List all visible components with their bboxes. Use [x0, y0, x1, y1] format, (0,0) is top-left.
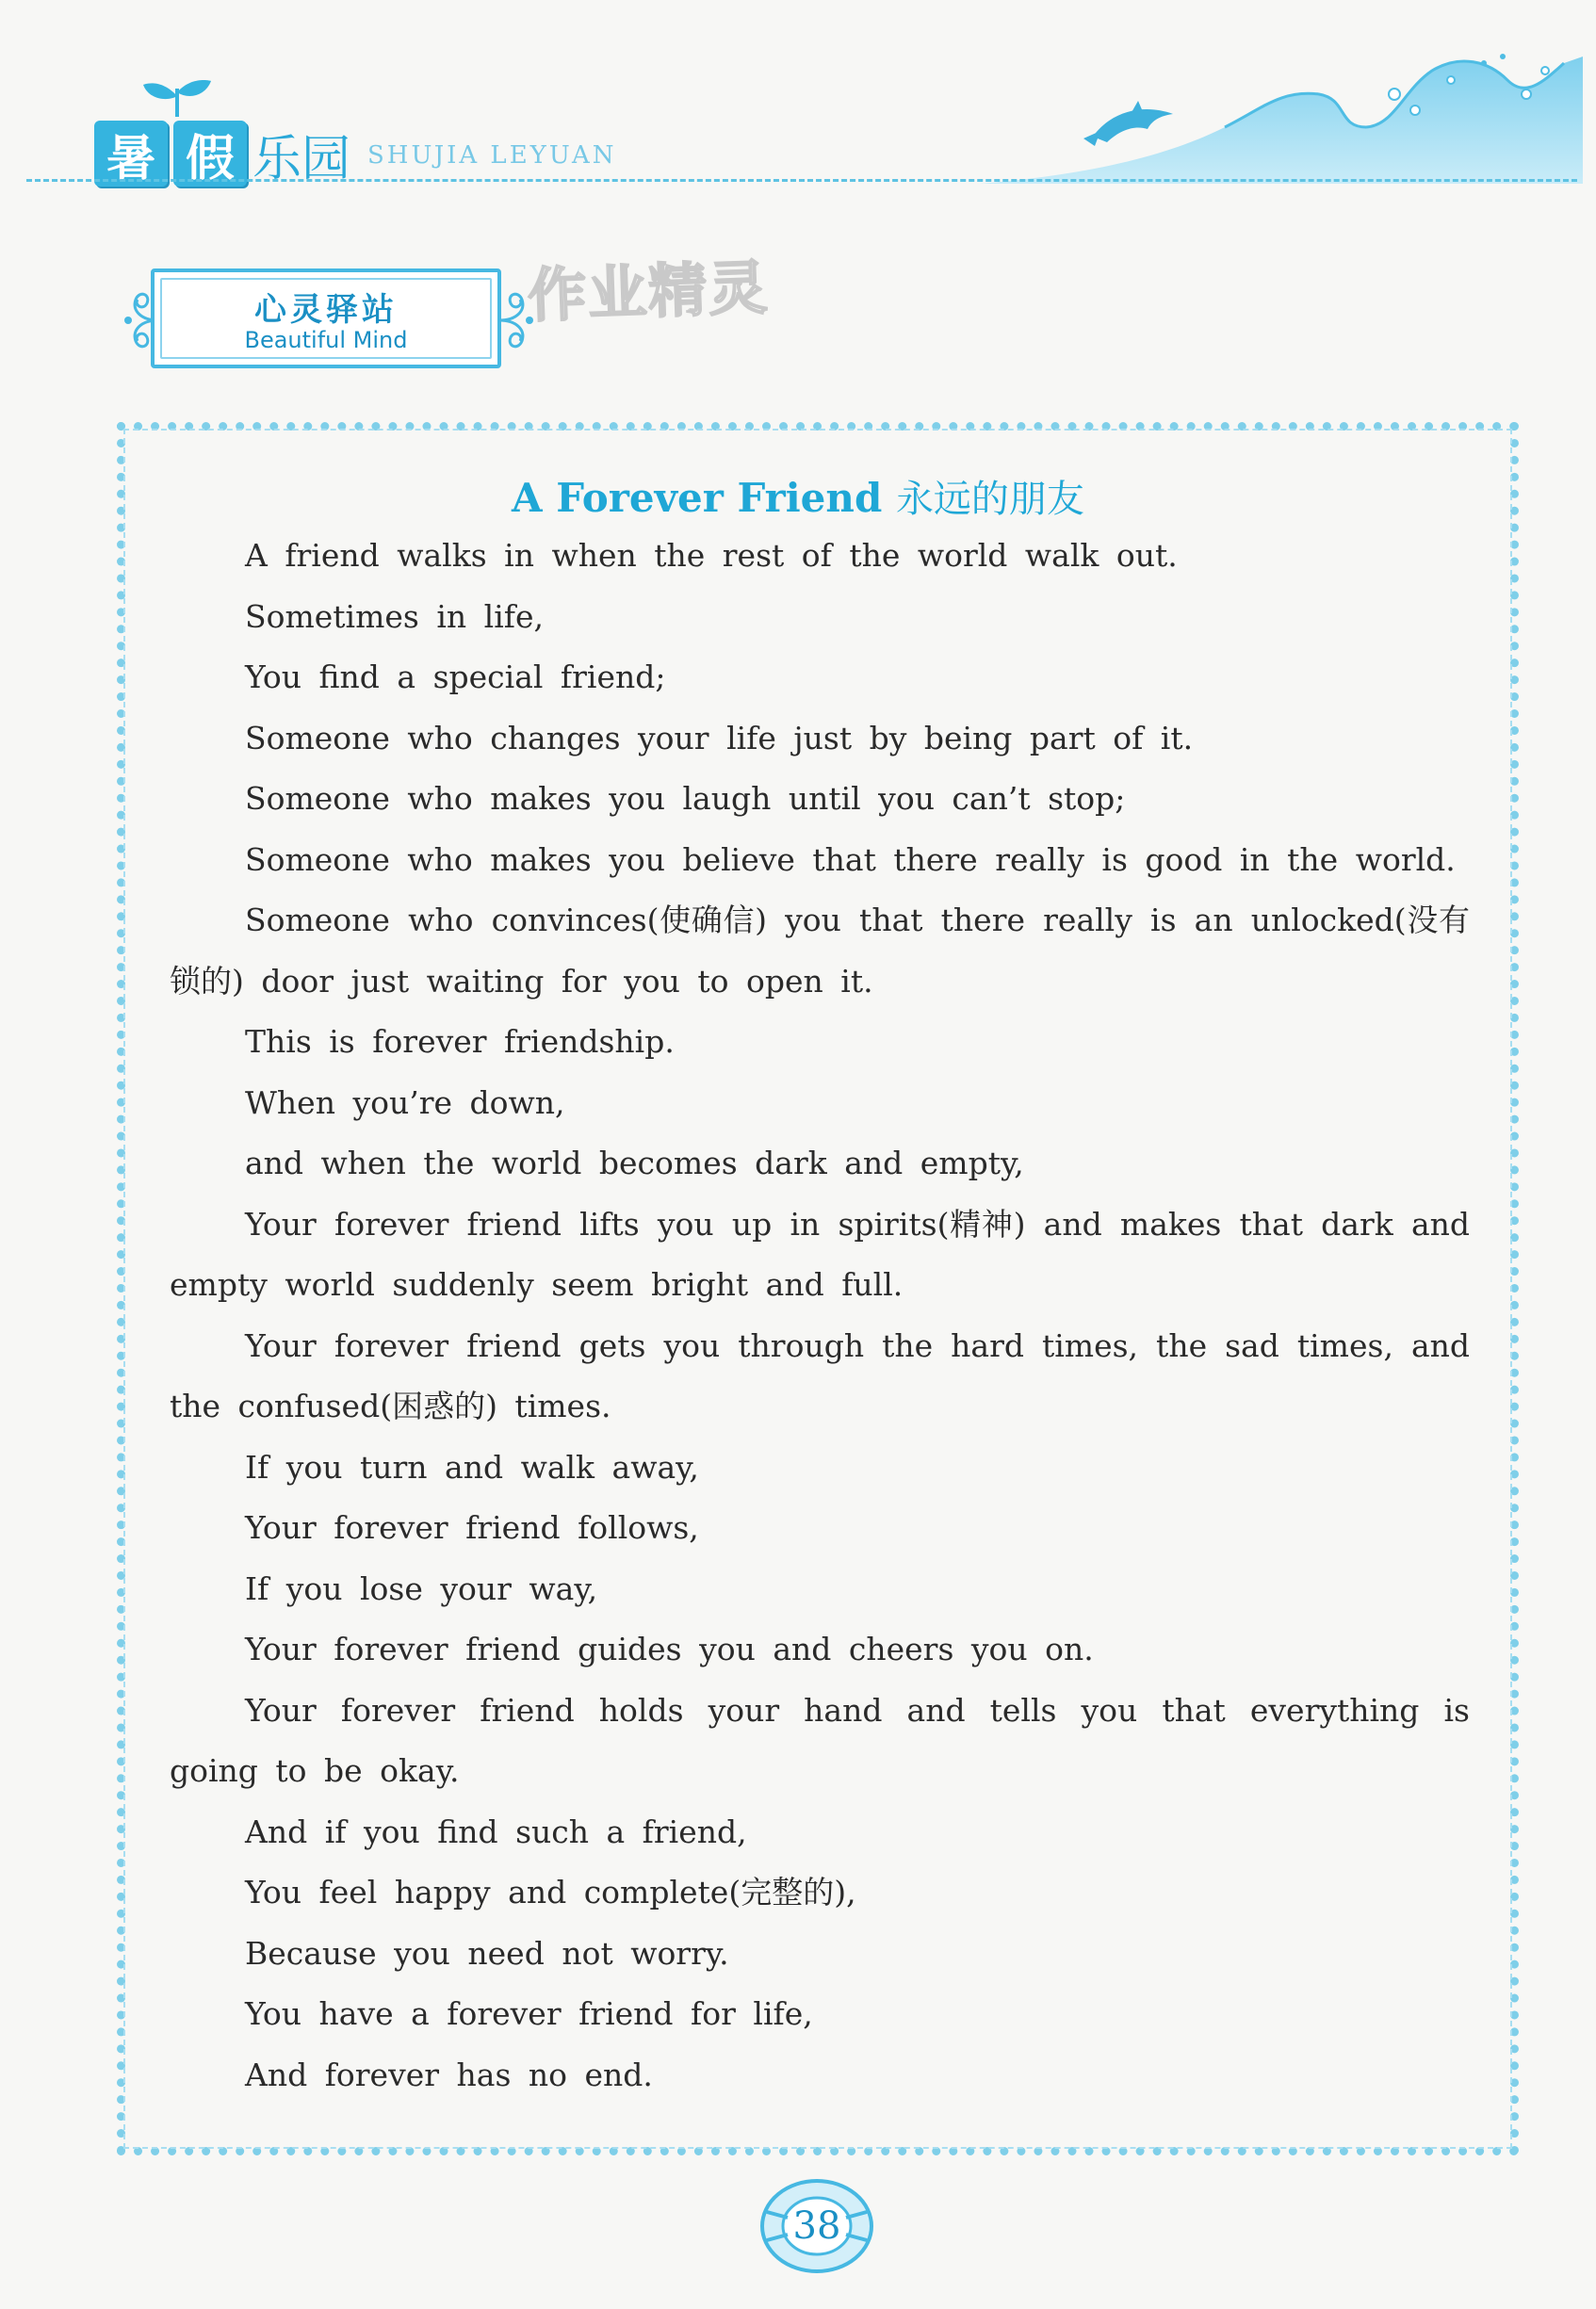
header-divider: [26, 179, 1577, 182]
header-tile-jia: 假: [173, 121, 247, 187]
article-paragraph: If you turn and walk away,: [245, 1448, 699, 1486]
article-paragraph: Someone who changes your life just by being part of it.: [245, 719, 1194, 756]
article-paragraph: Sometimes in life,: [245, 597, 544, 635]
page-number-badge: [754, 2174, 880, 2278]
article-paragraph: A friend walks in when the rest of the world walk out.: [245, 537, 1178, 574]
article-paragraph: This is forever friendship.: [245, 1023, 675, 1060]
watermark: 作业精灵: [526, 252, 771, 331]
article-paragraph: You have a forever friend for life,: [245, 1995, 813, 2032]
article-paragraph: If you lose your way,: [245, 1569, 598, 1607]
article-title-en: A Forever Friend: [512, 475, 883, 521]
page-header: [0, 0, 1596, 188]
article-paragraph: You feel happy and complete(完整的),: [245, 1874, 856, 1911]
article-title-cn: 永远的朋友: [895, 478, 1084, 521]
article-paragraph: You find a special friend;: [245, 659, 666, 695]
article-paragraph: And forever has no end.: [245, 2056, 653, 2093]
article-paragraph: and when the world becomes dark and empty,: [245, 1145, 1024, 1181]
header-tile-shu: 暑: [94, 121, 168, 187]
section-label-cn: 心灵驿站: [254, 291, 398, 329]
article-paragraph: When you’re down,: [245, 1083, 565, 1121]
article-paragraph: And if you find such a friend,: [245, 1813, 747, 1850]
section-label-en: Beautiful Mind: [244, 327, 408, 353]
article-paragraph: Someone who makes you laugh until you can’t stop;: [245, 780, 1126, 817]
header-pinyin: SHUJIA LEYUAN: [367, 141, 617, 170]
article-paragraph: Someone who convinces(使确信) you that there really is an unlocked(没有锁的) door just waiting for you to open it.: [170, 902, 1470, 1000]
article-paragraph: Your forever friend holds your hand and tells you that everything is going to be okay.: [170, 1691, 1470, 1789]
article-body: [170, 526, 1470, 2106]
sprout-icon: [139, 75, 215, 118]
article-title: [0, 469, 1596, 523]
page-number: 38: [792, 2204, 841, 2248]
article-paragraph: Your forever friend follows,: [245, 1509, 699, 1546]
article-paragraph: Because you need not worry.: [245, 1934, 729, 1972]
article-paragraph: Your forever friend gets you through the hard times, the sad times, and the confused(困惑的) times.: [170, 1326, 1470, 1424]
header-title-suffix: 乐园: [252, 131, 351, 187]
article-paragraph: Someone who makes you believe that there really is good in the world.: [245, 840, 1456, 878]
article-paragraph: Your forever friend guides you and cheers you on.: [245, 1631, 1094, 1667]
section-label: [151, 268, 501, 368]
article-paragraph: Your forever friend lifts you up in spirits(精神) and makes that dark and empty world suddenly seem bright and full.: [170, 1205, 1470, 1303]
wave-dolphin-decoration: [980, 52, 1583, 188]
